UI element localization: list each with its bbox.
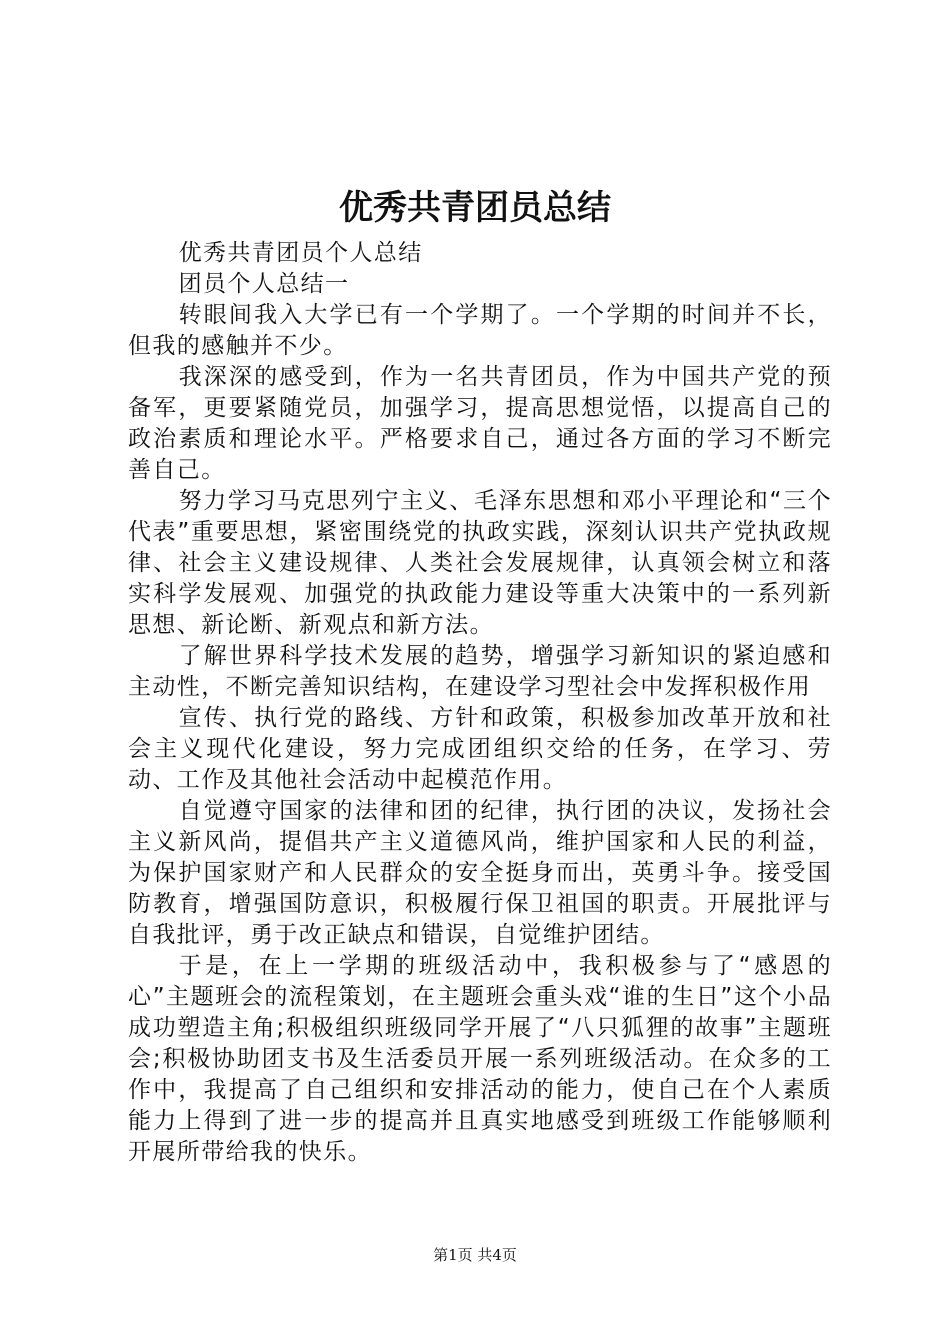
document-body [128, 238, 832, 1168]
section-heading-paragraph: 团员个人总结一 [178, 271, 350, 297]
subtitle-paragraph: 优秀共青团员个人总结 [178, 240, 423, 266]
body-paragraph: 我深深的感受到，作为一名共青团员，作为中国共产党的预备军，更要紧随党员，加强学习，提高思想觉悟，以提高自己的政治素质和理论水平。严格要求自己，通过各方面的学习不断完善自己。 [128, 364, 832, 483]
body-paragraph: 努力学习马克思列宁主义、毛泽东思想和邓小平理论和“三个代表”重要思想，紧密围绕党的执政实践，深刻认识共产党执政规律、社会主义建设规律、人类社会发展规律，认真领会树立和落实科学发展观、加强党的执政能力建设等重大决策中的一系列新思想、新论断、新观点和新方法。 [128, 488, 832, 638]
body-paragraph: 于是，在上一学期的班级活动中，我积极参与了“感恩的心”主题班会的流程策划，在主题班会重头戏“谁的生日”这个小品成功塑造主角;积极组织班级同学开展了“八只狐狸的故事”主题班会;积极协助团支书及生活委员开展一系列班级活动。在众多的工作中，我提高了自己组织和安排活动的能力，使自己在个人素质能力上得到了进一步的提高并且真实地感受到班级工作能够顺利开展所带给我的快乐。 [128, 953, 832, 1165]
body-paragraph: 宣传、执行党的路线、方针和政策，积极参加改革开放和社会主义现代化建设，努力完成团组织交给的任务，在学习、劳动、工作及其他社会活动中起模范作用。 [128, 705, 832, 793]
body-paragraph: 了解世界科学技术发展的趋势，增强学习新知识的紧迫感和主动性，不断完善知识结构，在建设学习型社会中发挥积极作用 [128, 643, 832, 700]
document-title: 优秀共青团员总结 [339, 188, 611, 228]
body-paragraph: 转眼间我入大学已有一个学期了。一个学期的时间并不长，但我的感触并不少。 [128, 302, 832, 359]
body-paragraph: 自觉遵守国家的法律和团的纪律，执行团的决议，发扬社会主义新风尚，提倡共产主义道德风尚，维护国家和人民的利益，为保护国家财产和人民群众的安全挺身而出，英勇斗争。接受国防教育，增强国防意识，积极履行保卫祖国的职责。开展批评与自我批评，勇于改正缺点和错误，自觉维护团结。 [128, 798, 832, 948]
page-footer: 第1页 共4页 [433, 1246, 517, 1264]
